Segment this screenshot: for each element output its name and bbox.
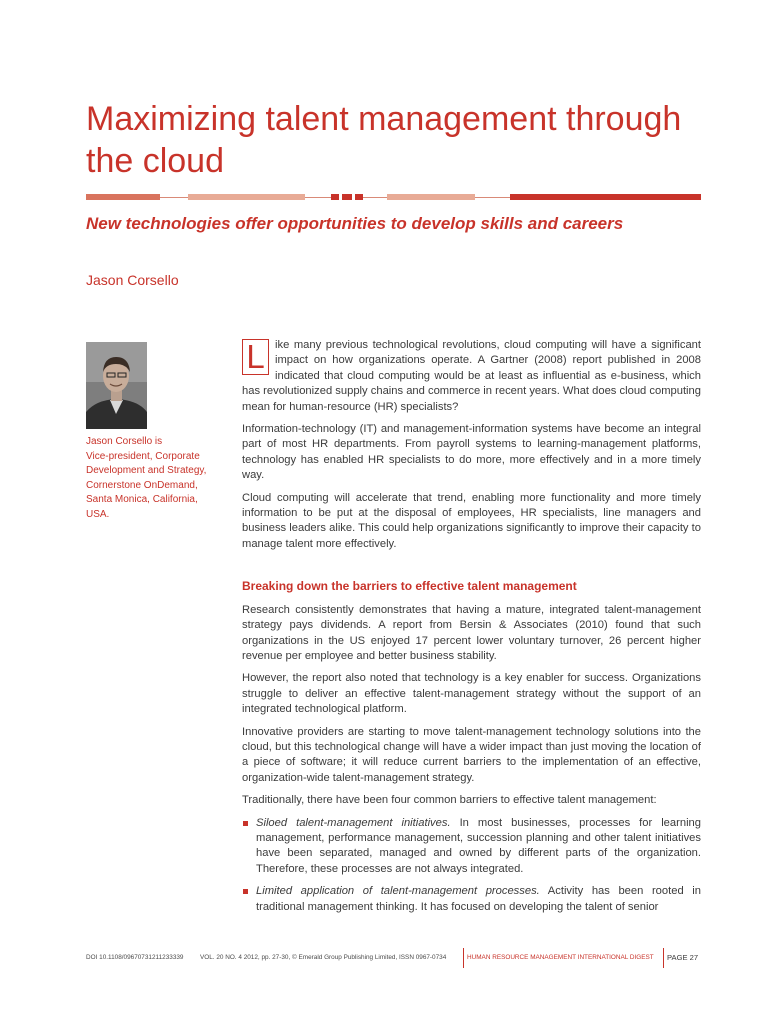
bullet-square-icon	[243, 889, 248, 894]
footer-divider	[463, 948, 464, 968]
footer-divider	[663, 948, 664, 968]
barrier-list	[242, 816, 701, 915]
author-photo	[86, 342, 147, 429]
article-subtitle: New technologies offer opportunities to develop skills and careers	[86, 214, 624, 233]
bio-line: Development and Strategy,	[86, 465, 207, 477]
body-paragraph: Traditionally, there have been four common barriers to effective talent management:	[242, 794, 657, 807]
decorative-title-rule	[86, 194, 701, 200]
body-paragraph: Innovative providers are starting to move talent-management technology solutions into the cloud, but this technological change will have a wider impact than just moving the location of a piece of software; it will reduce current barriers to the implementation of an effective, organization-wide talent-management strategy.	[242, 725, 701, 784]
footer-doi: DOI 10.1108/09670731211233339	[86, 954, 184, 961]
bio-line: USA.	[86, 508, 110, 520]
page-footer	[86, 948, 702, 968]
list-item-term: Siloed talent-management initiatives.	[256, 816, 451, 829]
footer-volume-info: VOL. 20 NO. 4 2012, pp. 27-30, © Emerald Group Publishing Limited, ISSN 0967-0734	[200, 954, 447, 961]
body-paragraph: Research consistently demonstrates that having a mature, integrated talent-management strategy pays dividends. A report from Bersin & Associates (2010) found that such organizations in the US enjoyed 17 percent lower voluntary turnover, 26 percent higher revenue per employee and better business stability.	[242, 603, 701, 662]
section-heading: Breaking down the barriers to effective talent management	[242, 579, 577, 594]
article-body	[242, 338, 701, 922]
author-name: Jason Corsello	[86, 272, 179, 288]
footer-journal-name: HUMAN RESOURCE MANAGEMENT INTERNATIONAL DIGEST	[467, 954, 654, 961]
list-item-text: In most businesses, processes for learning management, performance management, succession planning and other talent initiatives have been separated, managed and owned by different parts of the organization. Therefore, these processes are not always integrated.	[256, 816, 701, 875]
bio-line: Vice-president, Corporate	[86, 450, 200, 462]
intro-text: ike many previous technological revolutions, cloud computing will have a significant impact on how organizations operate. A Gartner (2008) report published in 2008 indicated that cloud computing would be at least as influential as e-business, which has revolutionized supply chains and commerce in recent years. What does cloud computing mean for human-resource (HR) specialists?	[242, 339, 701, 413]
list-item-text: Activity has been rooted in traditional management thinking. It has focused on developing the talent of senior	[256, 885, 701, 913]
bio-line: Cornerstone OnDemand,	[86, 479, 198, 491]
list-item	[242, 816, 701, 878]
body-paragraph: However, the report also noted that technology is a key enabler for success. Organizations struggle to deliver an effective talent-management strategy without the support of an integrated technological platform.	[242, 672, 701, 716]
body-paragraph: Information-technology (IT) and management-information systems have become an integral part of most HR departments. From payroll systems to learning-management platforms, technology has enabled HR specialists to do more, more effectively and in a more timely way.	[242, 423, 701, 482]
list-item-term: Limited application of talent-management processes.	[256, 885, 540, 898]
footer-page-number: PAGE 27	[667, 953, 699, 962]
body-paragraph: Cloud computing will accelerate that trend, enabling more functionality and more timely information to be put at the disposal of employees, HR specialists, line managers and business leaders alike. This could help organizations significantly to improve their capacity to manage talent more effectively.	[242, 491, 701, 550]
bio-line: Jason Corsello is	[86, 436, 163, 447]
drop-cap: L	[242, 339, 269, 375]
bullet-square-icon	[243, 821, 248, 826]
author-bio	[86, 435, 221, 523]
list-item	[242, 884, 701, 915]
body-paragraph-intro	[242, 338, 701, 415]
article-title: Maximizing talent management through the cloud	[86, 100, 682, 180]
bio-line: Santa Monica, California,	[86, 494, 198, 506]
